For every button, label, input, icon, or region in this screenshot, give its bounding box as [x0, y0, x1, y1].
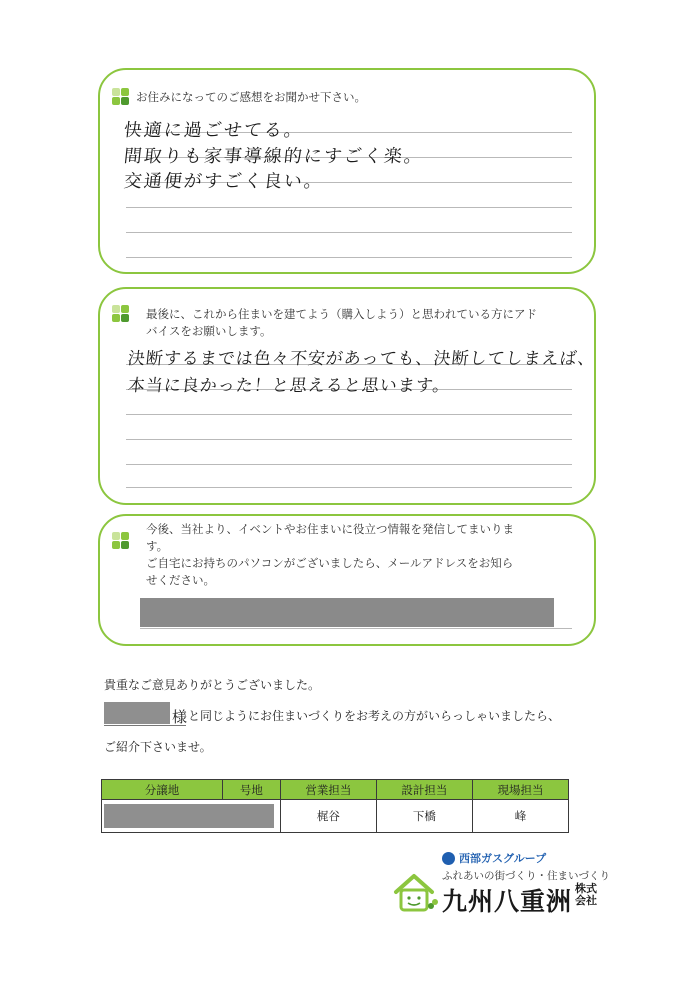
email-prompt-line: す。 — [146, 539, 169, 553]
handwritten-line: 決断するまでは色々不安があっても、決断してしまえば、 — [126, 349, 597, 369]
header-lot: 号地 — [222, 780, 280, 800]
email-prompt-line: ご自宅にお持ちのパソコンがございましたら、メールアドレスをお知ら — [146, 556, 514, 570]
redacted-name — [104, 702, 170, 724]
staff-table — [101, 779, 569, 833]
email-prompt-line: 今後、当社より、イベントやお住まいに役立つ情報を発信してまいりま — [146, 522, 514, 536]
staff-table-header — [102, 780, 569, 800]
company-name: 九州八重洲 — [442, 887, 573, 916]
advice-section — [98, 287, 596, 505]
referral-end-text: ご紹介下さいませ。 — [104, 740, 212, 754]
handwritten-line: 快適に過ごせてる。 — [122, 120, 305, 141]
advice-prompt — [146, 306, 537, 340]
thanks-text: 貴重なご意見ありがとうございました。 — [104, 678, 321, 692]
ruled-line — [126, 257, 572, 258]
company-suffix — [575, 883, 597, 907]
design-staff: 下橋 — [376, 800, 472, 833]
clover-icon — [112, 305, 130, 323]
impressions-prompt: お住みになってのご感想をお聞かせ下さい。 — [136, 90, 366, 104]
handwritten-line: 本当に良かった！と思えると思います。 — [126, 376, 452, 396]
ruled-line — [126, 487, 572, 488]
sales-staff: 梶谷 — [280, 800, 376, 833]
redacted-lot — [104, 804, 274, 828]
email-section — [98, 514, 596, 646]
advice-prompt-line: バイスをお願いします。 — [146, 324, 272, 338]
seibu-gas-icon — [442, 852, 455, 865]
ruled-line — [140, 628, 572, 629]
ruled-line — [126, 414, 572, 415]
email-prompt-line: せください。 — [146, 573, 215, 587]
company-logo — [392, 848, 612, 918]
redacted-email — [140, 598, 554, 627]
email-prompt — [146, 521, 514, 589]
staff-table-row — [102, 800, 569, 833]
impressions-section — [98, 68, 596, 274]
ruled-line — [126, 439, 572, 440]
advice-prompt-line: 最後に、これから住まいを建てよう（購入しよう）と思われている方にアド — [146, 307, 537, 321]
clover-icon — [112, 532, 130, 550]
sama-text: 様 — [172, 708, 188, 726]
tagline: ふれあいの街づくり・住まいづくり — [442, 870, 610, 882]
group-name: 西部ガスグループ — [459, 852, 547, 865]
handwritten-line: 間取りも家事導線的にすごく楽。 — [122, 146, 425, 167]
header-subdivision: 分譲地 — [102, 780, 223, 800]
clover-icon — [112, 88, 130, 106]
ruled-line — [126, 232, 572, 233]
redacted-lot-cell — [102, 800, 281, 833]
site-staff: 峰 — [472, 800, 568, 833]
header-site: 現場担当 — [472, 780, 568, 800]
header-sales: 営業担当 — [280, 780, 376, 800]
group-mark — [442, 850, 546, 866]
header-design: 設計担当 — [376, 780, 472, 800]
ruled-line — [126, 207, 572, 208]
house-icon — [392, 870, 438, 914]
referral-text: と同じようにお住まいづくりをお考えの方がいらっしゃいましたら、 — [188, 709, 561, 723]
suffix-top: 株式 — [575, 882, 597, 895]
suffix-bottom: 会社 — [575, 894, 597, 907]
ruled-line — [126, 464, 572, 465]
handwritten-line: 交通便がすごく良い。 — [122, 171, 325, 192]
